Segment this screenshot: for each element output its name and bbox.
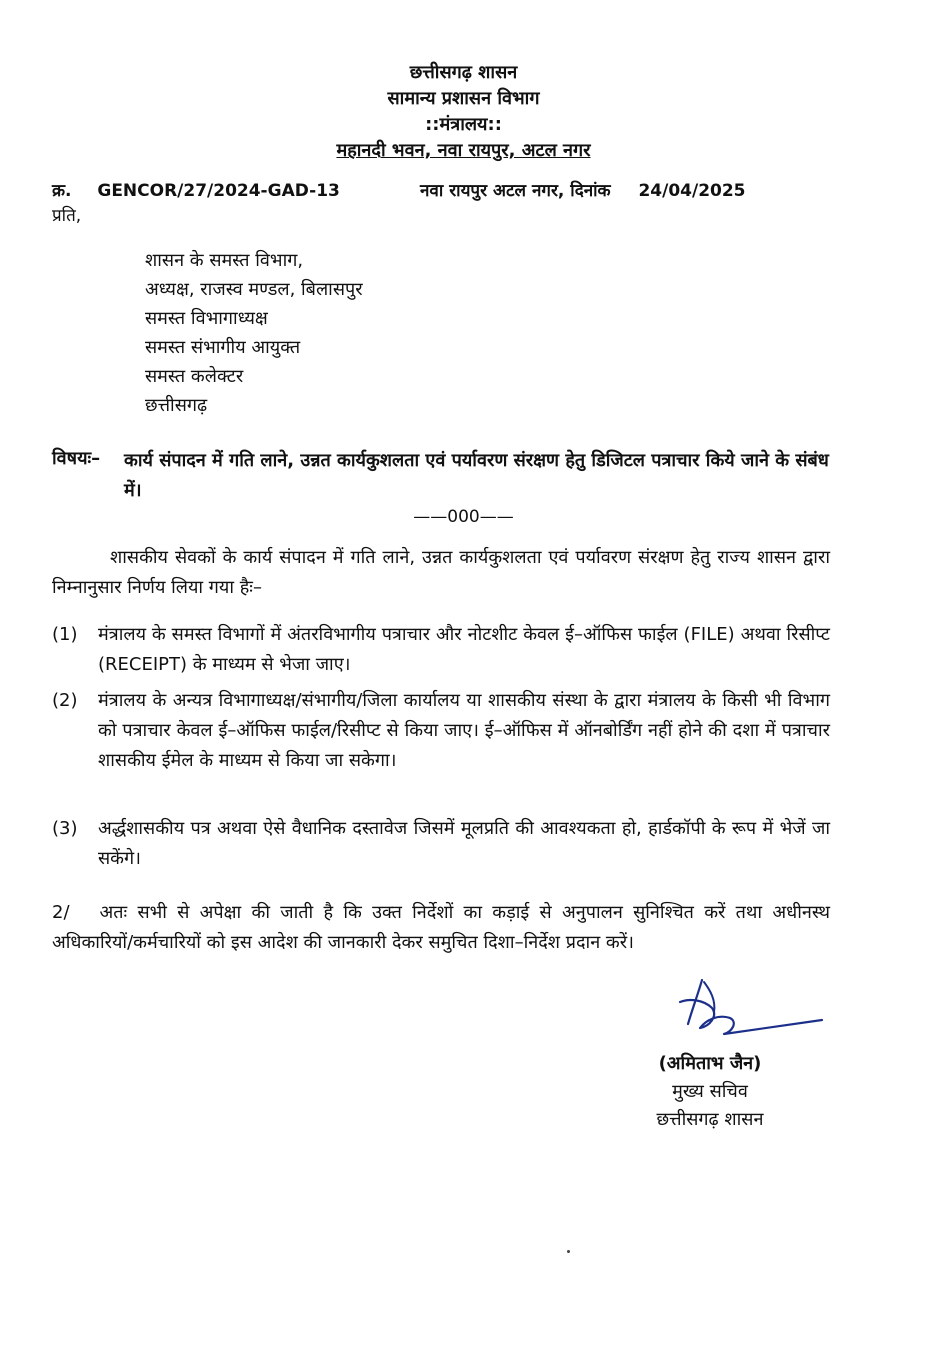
recipient-item: अध्यक्ष, राजस्व मण्डल, बिलासपुर (145, 279, 363, 300)
place-date-label: नवा रायपुर अटल नगर, दिनांक (420, 181, 611, 201)
separator: ——000—— (413, 507, 514, 527)
reference-code: GENCOR/27/2024-GAD-13 (97, 181, 340, 201)
intro-paragraph: शासकीय सेवकों के कार्य संपादन में गति लाने, उन्नत कार्यकुशलता एवं पर्यावरण संरक्षण हेतु राज्य शासन द्वारा निम्नानुसार निर्णय लिया गया हैः– (52, 547, 830, 598)
subject-label: विषयः– (52, 448, 101, 469)
signatory-designation: मुख्य सचिव (672, 1081, 748, 1102)
reference-prefix: क्र. (52, 181, 72, 201)
point-2 (52, 686, 830, 776)
office-address: महानदी भवन, नवा रायपुर, अटल नगर (336, 140, 591, 161)
recipient-item: समस्त कलेक्टर (145, 366, 244, 387)
ministry-label: ::मंत्रालय:: (425, 114, 502, 135)
reference-number (52, 178, 340, 201)
point-1 (52, 620, 830, 680)
place-date (420, 178, 746, 201)
letter-date: 24/04/2025 (638, 181, 746, 201)
govt-name: छत्तीसगढ़ शासन (409, 62, 518, 83)
department-name: सामान्य प्रशासन विभाग (387, 88, 540, 109)
point-number: (3) (52, 818, 78, 839)
signature-mark (640, 972, 840, 1042)
point-text: मंत्रालय के अन्यत्र विभागाध्यक्ष/संभागीय/जिला कार्यालय या शासकीय संस्था के द्वारा मंत्रालय के किसी भी विभाग को पत्राचार केवल ई–ऑफिस फाईल/रिसीप्ट से किया जाए। ई–ऑफिस में ऑनबोर्डिंग नहीं होने की दशा में पत्राचार शासकीय ईमेल के माध्यम से किया जा सकेगा। (98, 690, 830, 771)
to-label: प्रति, (52, 206, 82, 226)
signatory-name: (अमिताभ जैन) (658, 1053, 762, 1074)
point-text: मंत्रालय के समस्त विभागों में अंतरविभागीय पत्राचार और नोटशीट केवल ई–ऑफिस फाईल (FILE) अथवा रिसीप्ट (RECEIPT) के माध्यम से भेजा जाए। (98, 624, 830, 675)
recipient-item: समस्त विभागाध्यक्ष (145, 308, 268, 329)
signatory-block (600, 1050, 820, 1134)
recipient-list (145, 246, 363, 420)
point-3 (52, 814, 830, 874)
subject-text: कार्य संपादन में गति लाने, उन्नत कार्यकुशलता एवं पर्यावरण संरक्षण हेतु डिजिटल पत्राचार किये जाने के संबंध में। (124, 450, 829, 501)
recipient-item: समस्त संभागीय आयुक्त (145, 337, 301, 358)
closing-number: 2/ (52, 902, 70, 923)
point-text: अर्द्धशासकीय पत्र अथवा ऐसे वैधानिक दस्तावेज जिसमें मूलप्रति की आवश्यकता हो, हार्डकॉपी के रूप में भेजें जा सकेंगे। (98, 818, 830, 869)
closing-text: अतः सभी से अपेक्षा की जाती है कि उक्त निर्देशों का कड़ाई से अनुपालन सुनिश्चित करें तथा अधीनस्थ अधिकारियों/कर्मचारियों को इस आदेश की जानकारी देकर समुचित दिशा–निर्देश प्रदान करें। (52, 902, 830, 953)
stray-dot (567, 1250, 570, 1253)
point-number: (2) (52, 690, 78, 711)
point-number: (1) (52, 624, 78, 645)
letterhead (0, 60, 927, 164)
recipient-item: छत्तीसगढ़ (145, 395, 208, 416)
closing-paragraph (52, 898, 830, 958)
recipient-item: शासन के समस्त विभाग, (145, 250, 304, 271)
signatory-office: छत्तीसगढ़ शासन (656, 1109, 764, 1130)
